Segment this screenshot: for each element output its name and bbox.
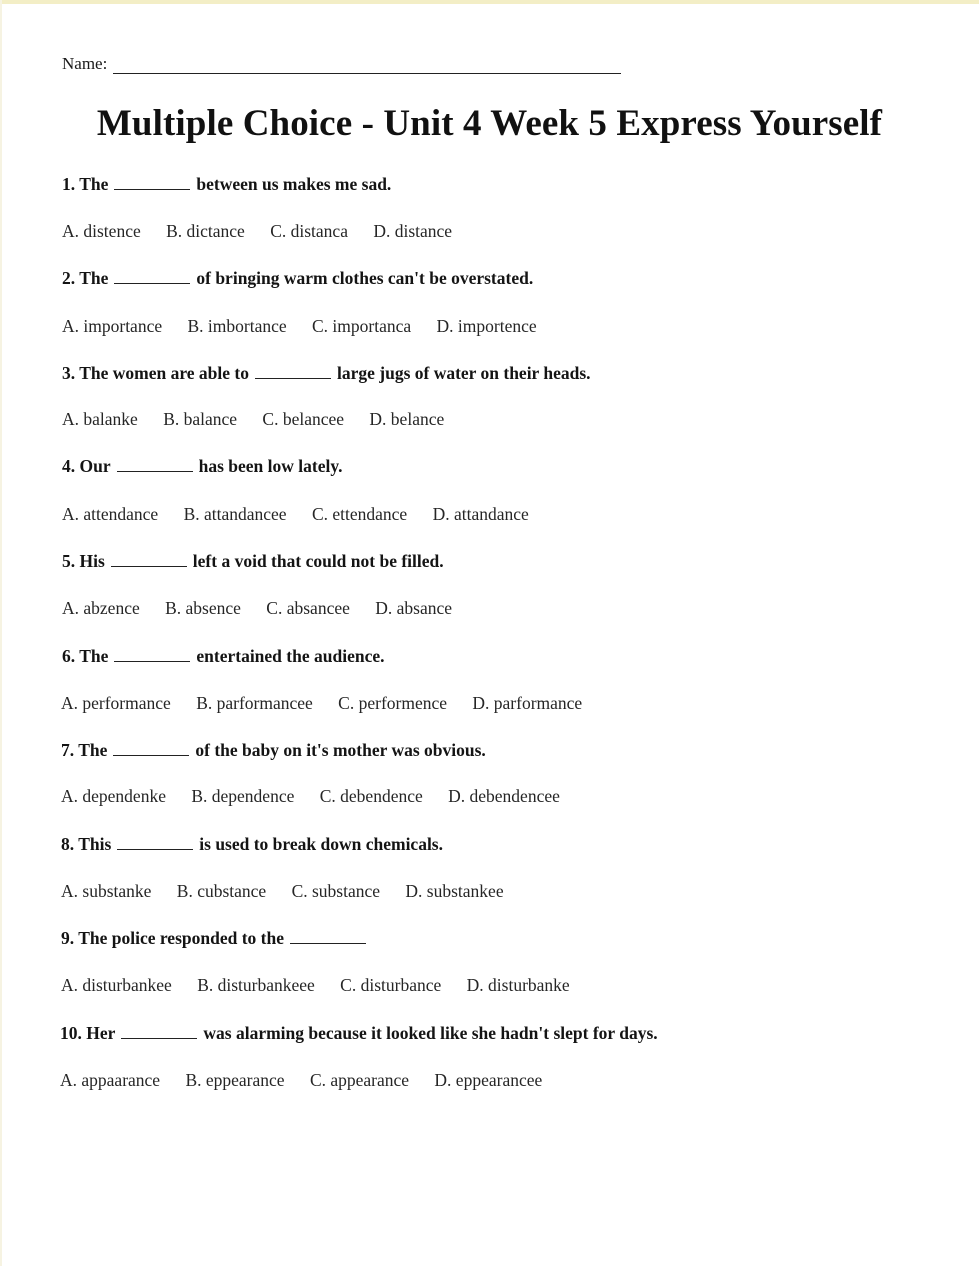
question-text-after: is used to break down chemicals. xyxy=(199,834,443,854)
options-1 xyxy=(62,221,473,242)
question-text-after: has been low lately. xyxy=(198,456,343,476)
name-label: Name: xyxy=(62,54,108,73)
question-text-before: The police responded to the xyxy=(78,928,284,948)
answer-blank xyxy=(114,177,190,190)
option-b[interactable]: B. parformancee xyxy=(196,693,313,713)
options-5 xyxy=(62,598,473,619)
option-b[interactable]: B. imbortance xyxy=(187,316,287,336)
option-a[interactable]: A. distence xyxy=(62,221,141,241)
question-3 xyxy=(62,363,591,384)
option-a[interactable]: A. dependenke xyxy=(61,786,166,806)
question-5 xyxy=(62,551,444,572)
answer-blank xyxy=(117,459,193,472)
page-edge-left xyxy=(0,0,2,1266)
option-c[interactable]: C. distanca xyxy=(270,221,348,241)
question-6 xyxy=(62,646,384,667)
question-text-before: Our xyxy=(79,456,111,476)
option-a[interactable]: A. disturbankee xyxy=(61,975,172,995)
question-text-after: entertained the audience. xyxy=(196,646,385,666)
option-c[interactable]: C. importanca xyxy=(312,316,412,336)
question-8 xyxy=(61,834,443,855)
answer-blank xyxy=(117,837,193,850)
question-text-before: The women are able to xyxy=(79,363,249,383)
question-number: 10. xyxy=(60,1023,82,1043)
option-a[interactable]: A. substanke xyxy=(61,881,152,901)
option-b[interactable]: B. disturbankeee xyxy=(197,975,315,995)
option-a[interactable]: A. performance xyxy=(61,693,171,713)
option-d[interactable]: D. disturbanke xyxy=(466,975,570,995)
question-9 xyxy=(61,928,372,949)
option-a[interactable]: A. appaarance xyxy=(60,1070,161,1090)
name-field xyxy=(62,54,621,74)
question-text-after: large jugs of water on their heads. xyxy=(336,363,591,383)
option-c[interactable]: C. disturbance xyxy=(340,975,442,995)
option-d[interactable]: D. debendencee xyxy=(448,786,560,806)
option-a[interactable]: A. attendance xyxy=(62,504,159,524)
question-number: 4. xyxy=(62,456,76,476)
options-7 xyxy=(61,786,581,807)
question-text-after: between us makes me sad. xyxy=(196,174,392,194)
option-c[interactable]: C. performence xyxy=(338,693,448,713)
option-b[interactable]: B. cubstance xyxy=(176,881,267,901)
question-number: 1. xyxy=(62,174,76,194)
option-d[interactable]: D. substankee xyxy=(405,881,504,901)
options-10 xyxy=(60,1070,563,1091)
option-c[interactable]: C. belancee xyxy=(262,409,345,429)
option-a[interactable]: A. balanke xyxy=(62,409,138,429)
answer-blank xyxy=(113,743,189,756)
question-1 xyxy=(62,174,391,195)
option-b[interactable]: B. attandancee xyxy=(183,504,287,524)
option-b[interactable]: B. absence xyxy=(165,598,241,618)
option-c[interactable]: C. absancee xyxy=(266,598,350,618)
option-b[interactable]: B. eppearance xyxy=(185,1070,285,1090)
question-2 xyxy=(62,268,533,289)
question-text-before: This xyxy=(78,834,112,854)
options-9 xyxy=(61,975,591,996)
option-b[interactable]: B. dependence xyxy=(191,786,295,806)
question-text-after: was alarming because it looked like she hadn't slept for days. xyxy=(203,1023,658,1043)
option-d[interactable]: D. attandance xyxy=(432,504,529,524)
option-c[interactable]: C. ettendance xyxy=(311,504,408,524)
question-number: 5. xyxy=(62,551,76,571)
page-title: Multiple Choice - Unit 4 Week 5 Express Yourself xyxy=(96,103,883,144)
question-number: 3. xyxy=(62,363,76,383)
option-b[interactable]: B. balance xyxy=(163,409,238,429)
page-edge-top xyxy=(0,0,979,4)
question-text-after: of bringing warm clothes can't be overstated. xyxy=(196,268,534,288)
question-text-before: His xyxy=(79,551,105,571)
options-6 xyxy=(61,693,603,714)
question-number: 9. xyxy=(61,928,75,948)
answer-blank xyxy=(290,931,366,944)
question-text-before: The xyxy=(79,646,109,666)
option-c[interactable]: C. substance xyxy=(291,881,381,901)
question-number: 8. xyxy=(61,834,75,854)
answer-blank xyxy=(114,649,190,662)
option-d[interactable]: D. importence xyxy=(436,316,537,336)
question-number: 6. xyxy=(62,646,76,666)
options-2 xyxy=(62,316,558,337)
option-a[interactable]: A. abzence xyxy=(62,598,140,618)
option-d[interactable]: D. parformance xyxy=(472,693,583,713)
answer-blank xyxy=(111,554,187,567)
answer-blank xyxy=(114,271,190,284)
option-d[interactable]: D. absance xyxy=(375,598,453,618)
question-4 xyxy=(62,456,343,477)
question-number: 2. xyxy=(62,268,76,288)
name-blank-line[interactable] xyxy=(113,55,621,74)
option-d[interactable]: D. belance xyxy=(369,409,445,429)
options-3 xyxy=(62,409,465,430)
option-d[interactable]: D. distance xyxy=(373,221,453,241)
answer-blank xyxy=(255,366,331,379)
question-text-before: Her xyxy=(86,1023,116,1043)
question-text-after: left a void that could not be filled. xyxy=(192,551,444,571)
question-text-before: The xyxy=(79,268,109,288)
question-7 xyxy=(61,740,486,761)
option-c[interactable]: C. debendence xyxy=(319,786,423,806)
options-4 xyxy=(62,504,550,525)
option-d[interactable]: D. eppearancee xyxy=(434,1070,543,1090)
option-a[interactable]: A. importance xyxy=(62,316,163,336)
options-8 xyxy=(61,881,525,902)
question-10 xyxy=(60,1023,658,1044)
option-b[interactable]: B. dictance xyxy=(166,221,245,241)
question-text-before: The xyxy=(78,740,108,760)
answer-blank xyxy=(121,1026,197,1039)
question-number: 7. xyxy=(61,740,75,760)
question-text-after: of the baby on it's mother was obvious. xyxy=(195,740,486,760)
question-text-before: The xyxy=(79,174,109,194)
option-c[interactable]: C. appearance xyxy=(309,1070,410,1090)
